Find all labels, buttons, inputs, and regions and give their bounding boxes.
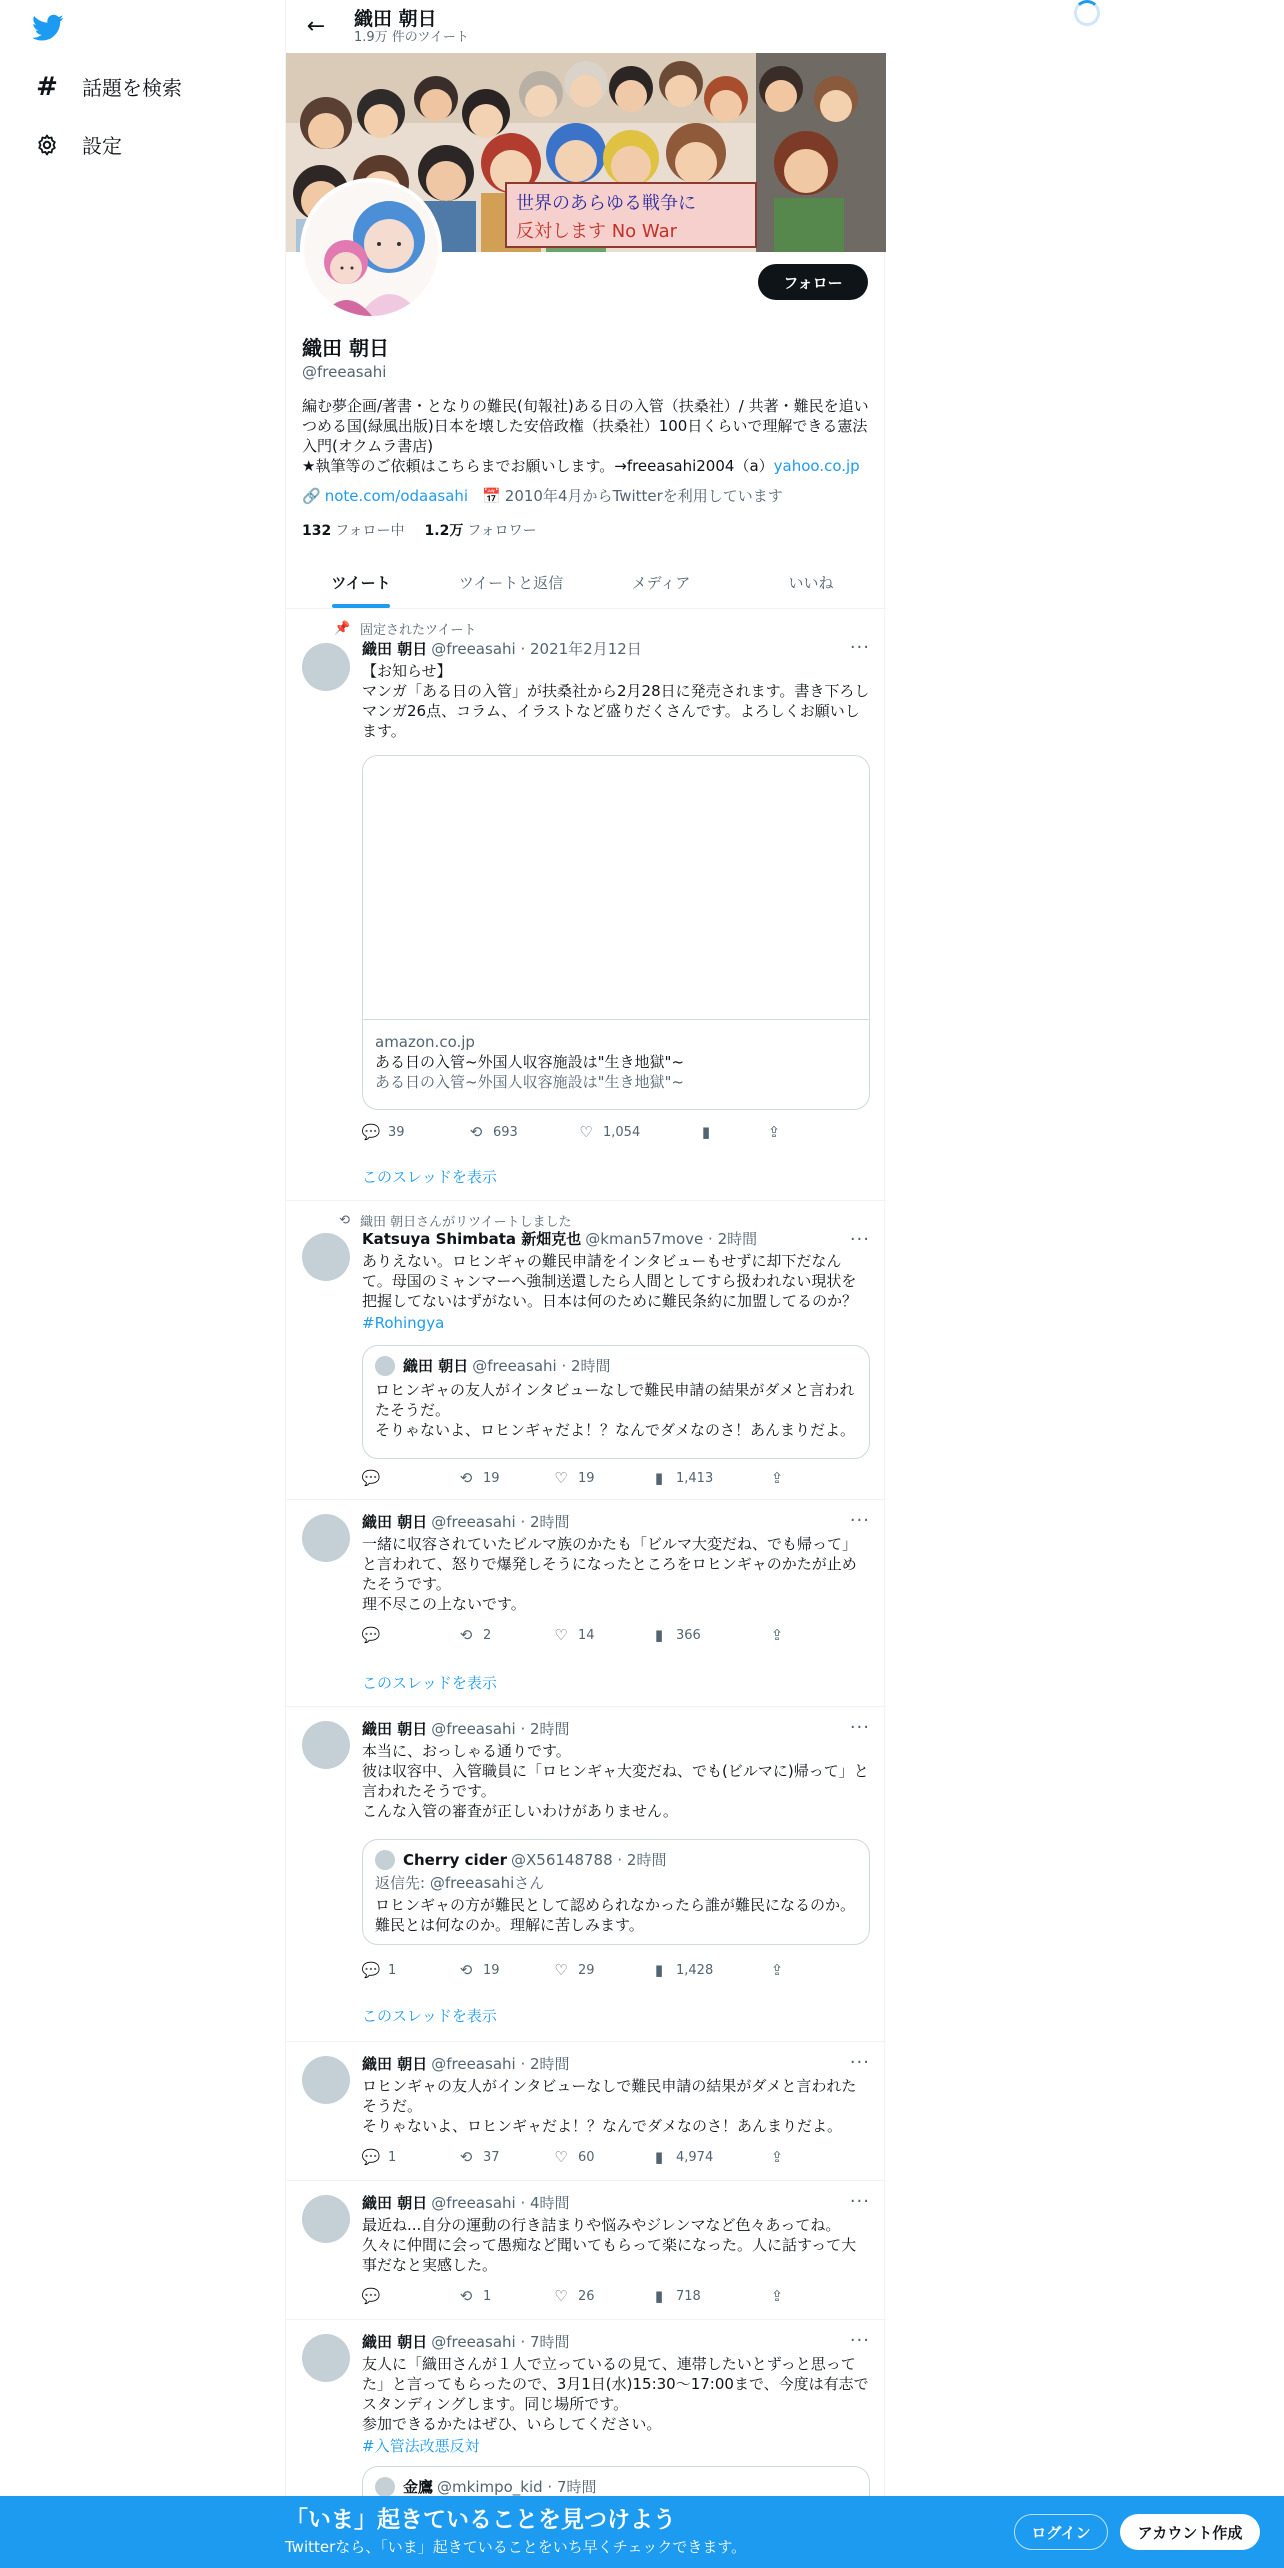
svg-text:反対します No War: 反対します No War bbox=[516, 221, 677, 242]
like-button[interactable] bbox=[552, 2148, 650, 2166]
signup-button[interactable]: アカウント作成 bbox=[1120, 2514, 1260, 2550]
retweet-icon: ⟲ bbox=[469, 1123, 483, 1141]
avatar[interactable] bbox=[302, 643, 350, 691]
tweet-context bbox=[334, 619, 476, 638]
quote-reply-to: 返信先: @freeasahiさん bbox=[375, 1874, 545, 1892]
views-button[interactable] bbox=[650, 1961, 768, 1979]
heart-icon: ♡ bbox=[579, 1123, 593, 1141]
like-button[interactable] bbox=[552, 1626, 650, 1644]
retweet-count: 2 bbox=[483, 1627, 492, 1643]
reply-count: 39 bbox=[388, 1124, 405, 1140]
reply-button[interactable] bbox=[362, 1469, 457, 1487]
heart-icon: ♡ bbox=[554, 1469, 568, 1487]
nav-settings[interactable] bbox=[34, 130, 122, 159]
heart-icon: ♡ bbox=[554, 1626, 568, 1644]
card-description: ある日の入管~外国人収容施設は"生き地獄"~ bbox=[375, 1073, 684, 1091]
login-button[interactable]: ログイン bbox=[1014, 2514, 1108, 2550]
retweet-icon: ⟲ bbox=[459, 1626, 473, 1644]
share-button[interactable] bbox=[765, 1123, 805, 1141]
signup-banner-title: 「いま」起きていることを見つけよう bbox=[285, 2507, 676, 2533]
tweet-author-name[interactable]: 織田 朝日 bbox=[362, 2194, 428, 2212]
more-icon[interactable]: ··· bbox=[849, 1229, 870, 1250]
quoted-tweet[interactable] bbox=[362, 1839, 870, 1945]
tweet-text: 本当に、おっしゃる通りです。 彼は収容中、入管職員に「ロヒンギャ大変だね、でも(ビルマに)帰って」と言われたそうです。 こんな入管の審査が正しいわけがありません。 bbox=[362, 1742, 869, 1820]
quote-text: ロヒンギャの友人がインタビューなしで難民申請の結果がダメと言われたそうだ。 そりゃないよ、ロヒンギャだよ！？なんでダメなのさ！あんまりだよ。 bbox=[375, 1381, 856, 1439]
quote-author-handle: @mkimpo_kid · 7時間 bbox=[437, 2478, 597, 2496]
reply-icon: 💬 bbox=[361, 1469, 381, 1487]
card-domain: amazon.co.jp bbox=[375, 1033, 475, 1051]
view-count: 718 bbox=[676, 2288, 701, 2304]
tab-media[interactable]: メディア bbox=[631, 573, 691, 592]
following-count: 132 bbox=[302, 523, 332, 539]
tab-tweets[interactable]: ツイート bbox=[286, 556, 436, 608]
share-button[interactable] bbox=[768, 1961, 808, 1979]
avatar[interactable] bbox=[302, 1514, 350, 1562]
hashtag-icon: # bbox=[36, 71, 58, 102]
tweet-author-handle[interactable]: @freeasahi · 2時間 bbox=[431, 2055, 570, 2073]
calendar-icon: 📅 bbox=[482, 487, 501, 505]
profile-header-bar bbox=[286, 0, 886, 53]
loading-spinner-icon bbox=[1074, 0, 1100, 26]
followers-label: フォロワー bbox=[467, 523, 537, 539]
nav-explore[interactable] bbox=[34, 72, 182, 101]
retweet-count: 1 bbox=[483, 2288, 492, 2304]
retweet-count: 693 bbox=[493, 1124, 518, 1140]
follow-button[interactable]: フォロー bbox=[758, 264, 868, 300]
retweet-icon: ⟲ bbox=[459, 1961, 473, 1979]
tweet-pinned[interactable] bbox=[286, 609, 886, 1201]
signup-banner-subtitle: Twitterなら、「いま」起きていることをいち早くチェックできます。 bbox=[285, 2538, 747, 2556]
share-button[interactable] bbox=[768, 1469, 808, 1487]
tweet[interactable] bbox=[286, 2181, 886, 2320]
tweet[interactable] bbox=[286, 1500, 886, 1707]
tweet-text: ありえない。ロヒンギャの難民申請をインタビューもせずに却下だなんて。母国のミャンマーへ強制送還したら人間としてすら扱われない現状を把握してないはずがない。日本は何のために難民条約に加盟してるのか？ bbox=[362, 1252, 858, 1310]
followers-count: 1.2万 bbox=[424, 523, 464, 539]
share-icon: ⇪ bbox=[767, 1123, 781, 1141]
avatar[interactable] bbox=[302, 2056, 350, 2104]
profile-bio bbox=[302, 396, 870, 476]
quote-avatar bbox=[375, 1356, 395, 1376]
quote-author-name: 金鷹 bbox=[403, 2478, 434, 2496]
more-icon[interactable]: ··· bbox=[849, 637, 870, 658]
retweet-count: 19 bbox=[483, 1962, 500, 1978]
retweet-count: 37 bbox=[483, 2149, 500, 2165]
joined-date: 2010年4月からTwitterを利用しています bbox=[504, 487, 783, 505]
profile-handle: @freeasahi bbox=[302, 363, 387, 381]
profile-info bbox=[302, 336, 870, 540]
retweet-button[interactable] bbox=[457, 2148, 552, 2166]
card-image bbox=[363, 756, 869, 1020]
link-icon: 🔗 bbox=[302, 487, 321, 505]
share-icon: ⇪ bbox=[770, 2287, 784, 2305]
signup-banner bbox=[0, 2496, 1284, 2568]
like-count: 14 bbox=[578, 1627, 595, 1643]
more-icon[interactable]: ··· bbox=[849, 1510, 870, 1531]
header-tweet-count: 1.9万 件のツイート bbox=[354, 29, 469, 45]
view-count: 4,974 bbox=[676, 2149, 714, 2165]
following-label: フォロー中 bbox=[335, 523, 405, 539]
views-button[interactable] bbox=[650, 2148, 768, 2166]
header-name: 織田 朝日 bbox=[354, 7, 437, 30]
heart-icon: ♡ bbox=[554, 1961, 568, 1979]
tweet-actions bbox=[362, 1626, 808, 1644]
retweet-icon: ⟲ bbox=[339, 1213, 350, 1228]
analytics-icon: ▮ bbox=[654, 1626, 664, 1644]
profile-tabs bbox=[286, 556, 886, 609]
share-icon: ⇪ bbox=[770, 1469, 784, 1487]
share-icon: ⇪ bbox=[770, 1961, 784, 1979]
avatar[interactable] bbox=[302, 2334, 350, 2382]
avatar[interactable] bbox=[302, 2195, 350, 2243]
quote-author-name: Cherry cider bbox=[403, 1851, 507, 1869]
link-card[interactable] bbox=[362, 755, 870, 1110]
heart-icon: ♡ bbox=[554, 2148, 568, 2166]
reply-count: 1 bbox=[388, 1962, 397, 1978]
like-button[interactable] bbox=[552, 2287, 650, 2305]
analytics-button[interactable] bbox=[697, 1123, 765, 1141]
like-button[interactable] bbox=[577, 1123, 697, 1141]
heart-icon: ♡ bbox=[554, 2287, 568, 2305]
profile-meta bbox=[302, 486, 870, 506]
quoted-tweet[interactable] bbox=[362, 1345, 870, 1459]
retweet-button[interactable] bbox=[457, 1961, 552, 1979]
profile-bio-text: 編む夢企画/著書・となりの難民(旬報社)ある日の入管（扶桑社）/ 共著・難民を追いつめる国(緑風出版)日本を壊した安倍政権（扶桑社）100日くらいで理解できる憲法入門(オクムラ書店) ★執筆等のご依頼はこちらまでお願いします。→freeasahi2004（a） bbox=[302, 397, 869, 475]
quote-text: ロヒンギャの方が難民として認められなかったら誰が難民になるのか。 難民とは何なのか。理解に苦しみます。 bbox=[375, 1896, 856, 1934]
show-thread-link[interactable]: このスレッドを表示 bbox=[362, 2007, 497, 2025]
view-count: 1,428 bbox=[676, 1962, 714, 1978]
retweet-button[interactable] bbox=[467, 1123, 577, 1141]
profile-name: 織田 朝日 bbox=[302, 336, 389, 360]
main-column bbox=[285, 0, 885, 2568]
retweet-count: 19 bbox=[483, 1470, 500, 1486]
like-count: 29 bbox=[578, 1962, 595, 1978]
tweet-text: 一緒に収容されていたビルマ族のかたも「ビルマ大変だね、でも帰って」と言われて、怒りで爆発しそうになったところをロヒンギャのかたが止めたそうです。 理不尽この上ないです。 bbox=[362, 1535, 858, 1613]
views-button[interactable] bbox=[650, 2287, 768, 2305]
tweet-author-handle[interactable]: @freeasahi · 4時間 bbox=[431, 2194, 570, 2212]
tweet-context-text: 固定されたツイート bbox=[360, 623, 477, 638]
more-icon[interactable]: ··· bbox=[849, 1717, 870, 1738]
reply-icon: 💬 bbox=[361, 1123, 381, 1141]
tab-tweets-replies[interactable]: ツイートと返信 bbox=[458, 573, 564, 592]
share-icon: ⇪ bbox=[770, 2148, 784, 2166]
reply-button[interactable] bbox=[362, 2148, 457, 2166]
reply-button[interactable] bbox=[362, 1626, 457, 1644]
reply-button[interactable] bbox=[362, 1123, 467, 1141]
retweet-button[interactable] bbox=[457, 2287, 552, 2305]
like-count: 26 bbox=[578, 2288, 595, 2304]
tweet-actions bbox=[362, 2148, 808, 2166]
reply-icon: 💬 bbox=[361, 1961, 381, 1979]
profile-avatar[interactable] bbox=[300, 178, 442, 320]
nav-settings-label: 設定 bbox=[82, 134, 122, 158]
back-arrow-icon[interactable]: ← bbox=[306, 14, 326, 39]
left-sidebar bbox=[0, 0, 285, 158]
twitter-bird-icon[interactable] bbox=[32, 14, 64, 42]
tweet-text: 最近ね...自分の運動の行き詰まりや悩みやジレンマなど色々あってね。 久々に仲間に会って愚痴など聞いてもらって楽になった。人に話すって大事だなと実感した。 bbox=[362, 2216, 857, 2274]
like-count: 19 bbox=[578, 1470, 595, 1486]
quote-author-handle: @X56148788 · 2時間 bbox=[511, 1851, 667, 1869]
analytics-icon: ▮ bbox=[701, 1123, 711, 1141]
show-thread-link[interactable]: このスレッドを表示 bbox=[362, 1168, 497, 1186]
tweet-author-handle[interactable]: @freeasahi · 7時間 bbox=[431, 2333, 570, 2351]
quote-author-name: 織田 朝日 bbox=[403, 1357, 469, 1375]
quote-avatar bbox=[375, 1850, 395, 1870]
follow-counts bbox=[302, 520, 870, 540]
followers-link[interactable] bbox=[425, 520, 537, 540]
retweet-button[interactable] bbox=[457, 1626, 552, 1644]
gear-icon bbox=[34, 132, 60, 158]
retweet-icon: ⟲ bbox=[459, 2287, 473, 2305]
tweet-author-handle[interactable]: @freeasahi · 2021年2月12日 bbox=[431, 640, 642, 658]
like-button[interactable] bbox=[552, 1469, 650, 1487]
hashtag-link[interactable]: #入管法改悪反対 bbox=[362, 2437, 480, 2455]
retweet-icon: ⟲ bbox=[459, 2148, 473, 2166]
share-icon: ⇪ bbox=[770, 1626, 784, 1644]
tweet-text: 【お知らせ】 マンガ「ある日の入管」が扶桑社から2月28日に発売されます。書き下ろしマンガ26点、コラム、イラストなど盛りだくさんです。よろしくお願いします。 bbox=[362, 662, 870, 740]
reply-icon: 💬 bbox=[361, 2287, 381, 2305]
card-title: ある日の入管~外国人収容施設は"生き地獄"~ bbox=[375, 1053, 684, 1071]
tweet-author-name[interactable]: 織田 朝日 bbox=[362, 2333, 428, 2351]
analytics-icon: ▮ bbox=[654, 1469, 664, 1487]
avatar[interactable] bbox=[302, 1233, 350, 1281]
tweet-author-handle[interactable]: @kman57move · 2時間 bbox=[585, 1230, 758, 1248]
quote-avatar bbox=[375, 2477, 395, 2497]
tab-likes[interactable]: いいね bbox=[788, 573, 834, 592]
analytics-icon: ▮ bbox=[654, 2148, 664, 2166]
tweet-text: ロヒンギャの友人がインタビューなしで難民申請の結果がダメと言われたそうだ。 そりゃないよ、ロヒンギャだよ！？なんでダメなのさ！あんまりだよ。 bbox=[362, 2077, 857, 2135]
view-count: 366 bbox=[676, 1627, 701, 1643]
retweet-button[interactable] bbox=[457, 1469, 552, 1487]
tweet-context bbox=[334, 1211, 571, 1230]
views-button[interactable] bbox=[650, 1469, 768, 1487]
more-icon[interactable]: ··· bbox=[849, 2330, 870, 2351]
reply-count: 1 bbox=[388, 2149, 397, 2165]
bio-link[interactable]: yahoo.co.jp bbox=[773, 457, 860, 475]
tweet-author-name[interactable]: Katsuya Shimbata 新畑克也 bbox=[362, 1230, 582, 1248]
reply-icon: 💬 bbox=[361, 1626, 381, 1644]
hashtag-link[interactable]: #Rohingya bbox=[362, 1314, 445, 1332]
analytics-icon: ▮ bbox=[654, 1961, 664, 1979]
views-button[interactable] bbox=[650, 1626, 768, 1644]
tweet-actions bbox=[362, 1123, 805, 1141]
share-button[interactable] bbox=[768, 1626, 808, 1644]
svg-text:世界のあらゆる戦争に: 世界のあらゆる戦争に bbox=[516, 193, 696, 214]
following-link[interactable] bbox=[302, 520, 405, 540]
tweet-retweeted[interactable] bbox=[286, 1201, 886, 1500]
view-count: 1,413 bbox=[676, 1470, 714, 1486]
tweet[interactable] bbox=[286, 1707, 886, 2042]
like-count: 60 bbox=[578, 2149, 595, 2165]
like-count: 1,054 bbox=[603, 1124, 641, 1140]
pin-icon: 📌 bbox=[334, 621, 351, 636]
tweet-context-text: 織田 朝日さんがリツイートしました bbox=[360, 1215, 572, 1230]
reply-icon: 💬 bbox=[361, 2148, 381, 2166]
tweet[interactable] bbox=[286, 2042, 886, 2181]
reply-button[interactable] bbox=[362, 1961, 457, 1979]
tweet-author-handle[interactable]: @freeasahi · 2時間 bbox=[431, 1720, 570, 1738]
tweet-actions bbox=[362, 2287, 808, 2305]
tweet-author-name[interactable]: 織田 朝日 bbox=[362, 2055, 428, 2073]
more-icon[interactable]: ··· bbox=[849, 2052, 870, 2073]
share-button[interactable] bbox=[768, 2148, 808, 2166]
reply-button[interactable] bbox=[362, 2287, 457, 2305]
tweet-text: 友人に「織田さんが１人で立っているの見て、連帯したいとずっと思ってた」と言ってもらったので、3月1日(水)15:30～17:00まで、今度は有志でスタンディングします。同じ場所です。 参加できるかたはぜひ、いらしてください。 bbox=[362, 2355, 869, 2433]
analytics-icon: ▮ bbox=[654, 2287, 664, 2305]
share-button[interactable] bbox=[768, 2287, 808, 2305]
tweet-author-name[interactable]: 織田 朝日 bbox=[362, 1720, 428, 1738]
retweet-icon: ⟲ bbox=[459, 1469, 473, 1487]
tweet-author-name[interactable]: 織田 朝日 bbox=[362, 1513, 428, 1531]
more-icon[interactable]: ··· bbox=[849, 2191, 870, 2212]
avatar[interactable] bbox=[302, 1721, 350, 1769]
website-link[interactable]: note.com/odaasahi bbox=[324, 487, 469, 505]
tweet-author-handle[interactable]: @freeasahi · 2時間 bbox=[431, 1513, 570, 1531]
quote-author-handle: @freeasahi · 2時間 bbox=[472, 1357, 611, 1375]
nav-explore-label: 話題を検索 bbox=[82, 76, 182, 100]
tweet-actions bbox=[362, 1469, 808, 1487]
show-thread-link[interactable]: このスレッドを表示 bbox=[362, 1674, 497, 1692]
like-button[interactable] bbox=[552, 1961, 650, 1979]
tweet-author-name[interactable]: 織田 朝日 bbox=[362, 640, 428, 658]
tweet-actions bbox=[362, 1961, 808, 1979]
